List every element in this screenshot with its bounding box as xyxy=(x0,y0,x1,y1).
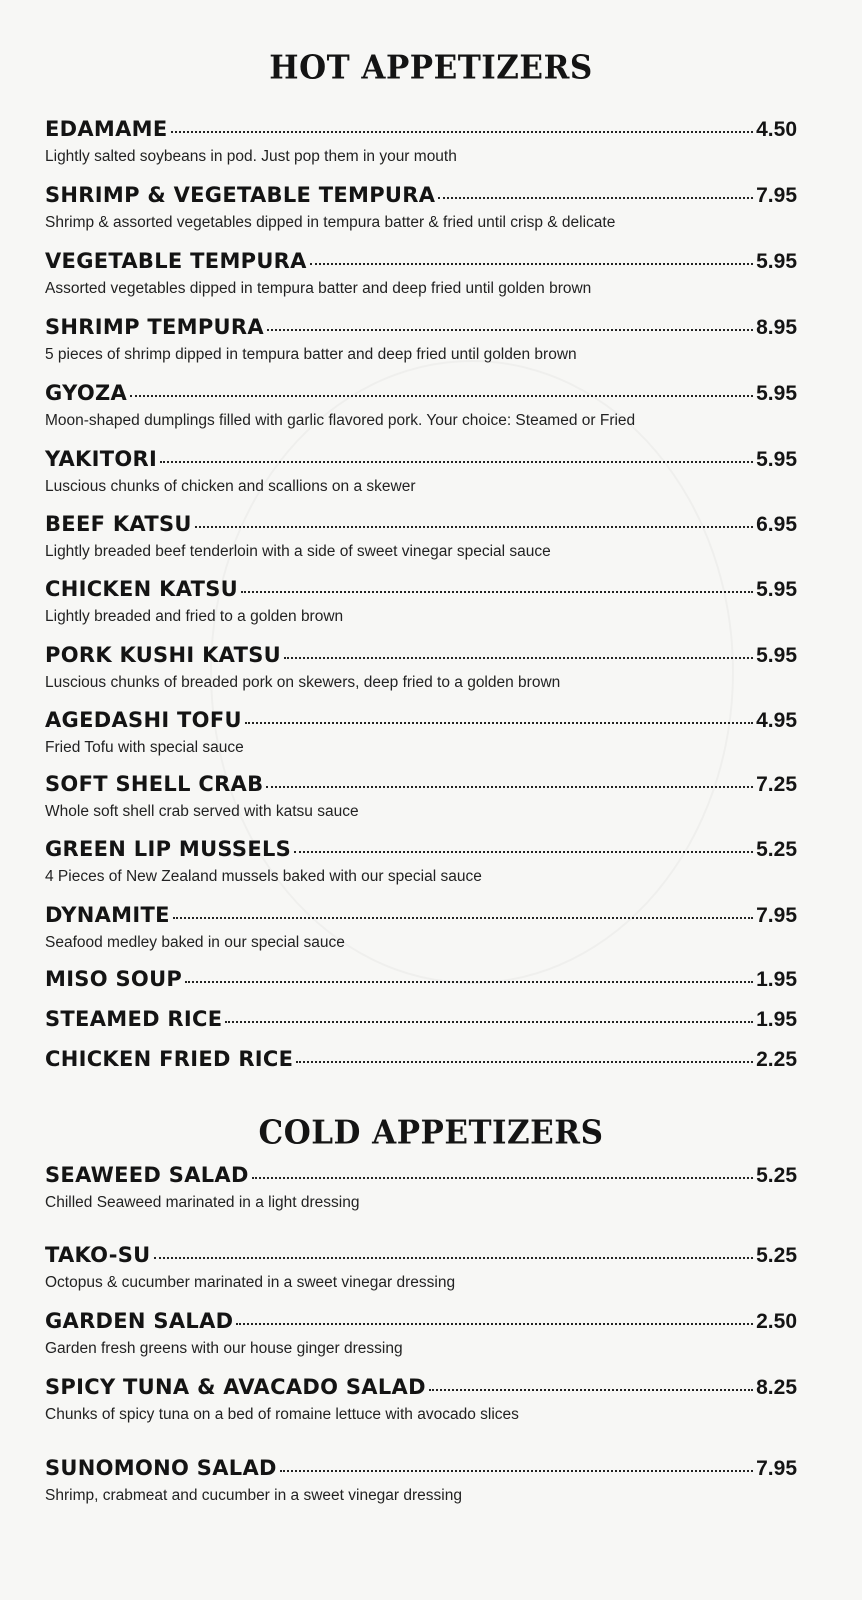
item-name: SHRIMP & VEGETABLE TEMPURA xyxy=(45,183,436,207)
dot-leader xyxy=(266,786,753,788)
item-price: 7.95 xyxy=(756,1457,797,1480)
item-description: Chilled Seaweed marinated in a light dressing xyxy=(45,1194,360,1211)
item-price: 2.50 xyxy=(756,1310,797,1333)
item-description: 4 Pieces of New Zealand mussels baked with our special sauce xyxy=(45,868,482,885)
menu-item xyxy=(45,1047,797,1077)
dot-leader xyxy=(284,657,753,659)
item-description: Octopus & cucumber marinated in a sweet vinegar dressing xyxy=(45,1274,456,1291)
item-description: Chunks of spicy tuna on a bed of romaine lettuce with avocado slices xyxy=(45,1406,519,1423)
item-name: SHRIMP TEMPURA xyxy=(45,315,264,339)
item-description: Lightly salted soybeans in pod. Just pop them in your mouth xyxy=(45,148,457,165)
dot-leader xyxy=(130,395,753,397)
item-description: Shrimp & assorted vegetables dipped in tempura batter & fried until crisp & delicate xyxy=(45,214,616,231)
menu-item xyxy=(45,643,797,692)
section-title-hot-appetizers: HOT APPETIZERS xyxy=(269,49,593,87)
menu-item xyxy=(45,1243,797,1292)
item-name: PORK KUSHI KATSU xyxy=(45,643,281,667)
item-price: 5.25 xyxy=(756,1244,797,1267)
dot-leader xyxy=(438,197,753,199)
item-name: EDAMAME xyxy=(45,117,168,141)
dot-leader xyxy=(280,1470,753,1472)
item-price: 6.95 xyxy=(756,513,797,536)
item-price: 1.95 xyxy=(756,968,797,991)
item-description: 5 pieces of shrimp dipped in tempura batter and deep fried until golden brown xyxy=(45,346,577,363)
dot-leader xyxy=(252,1177,753,1179)
menu-item xyxy=(45,772,797,821)
dot-leader xyxy=(310,263,753,265)
dot-leader xyxy=(267,329,753,331)
item-name: BEEF KATSU xyxy=(45,512,192,536)
item-price: 2.25 xyxy=(756,1048,797,1071)
item-price: 5.95 xyxy=(756,578,797,601)
item-name: AGEDASHI TOFU xyxy=(45,708,242,732)
item-description: Whole soft shell crab served with katsu sauce xyxy=(45,803,359,820)
menu-item xyxy=(45,1163,797,1212)
item-price: 8.25 xyxy=(756,1376,797,1399)
item-price: 5.95 xyxy=(756,644,797,667)
item-price: 4.95 xyxy=(756,709,797,732)
item-name: CHICKEN KATSU xyxy=(45,577,239,601)
item-name: STEAMED RICE xyxy=(45,1007,223,1031)
section-title-cold-appetizers: COLD APPETIZERS xyxy=(258,1114,604,1152)
dot-leader xyxy=(225,1021,753,1023)
item-price: 1.95 xyxy=(756,1008,797,1031)
menu-item xyxy=(45,1456,797,1505)
menu-item xyxy=(45,117,797,166)
dot-leader xyxy=(294,851,753,853)
item-name: GYOZA xyxy=(45,381,128,405)
item-description: Luscious chunks of breaded pork on skewers, deep fried to a golden brown xyxy=(45,674,561,691)
menu-item xyxy=(45,381,797,430)
item-description: Fried Tofu with special sauce xyxy=(45,739,244,756)
item-description: Luscious chunks of chicken and scallions on a skewer xyxy=(45,478,416,495)
dot-leader xyxy=(236,1323,753,1325)
menu-item xyxy=(45,447,797,496)
item-name: TAKO-SU xyxy=(45,1243,151,1267)
item-price: 7.95 xyxy=(756,904,797,927)
item-name: VEGETABLE TEMPURA xyxy=(45,249,307,273)
item-name: GARDEN SALAD xyxy=(45,1309,234,1333)
item-description: Seafood medley baked in our special sauce xyxy=(45,934,345,951)
item-price: 5.25 xyxy=(756,1164,797,1187)
dot-leader xyxy=(241,591,753,593)
item-name: MISO SOUP xyxy=(45,967,183,991)
item-name: DYNAMITE xyxy=(45,903,170,927)
menu-item xyxy=(45,903,797,952)
item-description: Shrimp, crabmeat and cucumber in a sweet vinegar dressing xyxy=(45,1487,462,1504)
dot-leader xyxy=(195,526,753,528)
item-price: 7.25 xyxy=(756,773,797,796)
item-description: Lightly breaded and fried to a golden brown xyxy=(45,608,344,625)
menu-item xyxy=(45,837,797,886)
dot-leader xyxy=(160,461,753,463)
item-price: 5.95 xyxy=(756,382,797,405)
item-price: 4.50 xyxy=(756,118,797,141)
item-name: CHICKEN FRIED RICE xyxy=(45,1047,294,1071)
menu-item xyxy=(45,183,797,232)
dot-leader xyxy=(154,1257,754,1259)
dot-leader xyxy=(185,981,753,983)
item-description: Assorted vegetables dipped in tempura batter and deep fried until golden brown xyxy=(45,280,592,297)
menu-item xyxy=(45,1375,797,1424)
menu-item xyxy=(45,512,797,561)
dot-leader xyxy=(296,1061,753,1063)
item-description: Garden fresh greens with our house ginger dressing xyxy=(45,1340,403,1357)
item-price: 8.95 xyxy=(756,316,797,339)
dot-leader xyxy=(429,1389,753,1391)
dot-leader xyxy=(173,917,753,919)
dot-leader xyxy=(171,131,754,133)
menu-item xyxy=(45,708,797,757)
item-price: 5.95 xyxy=(756,448,797,471)
item-name: SEAWEED SALAD xyxy=(45,1163,249,1187)
menu-item xyxy=(45,315,797,364)
item-description: Lightly breaded beef tenderloin with a side of sweet vinegar special sauce xyxy=(45,543,551,560)
item-name: GREEN LIP MUSSELS xyxy=(45,837,292,861)
item-name: YAKITORI xyxy=(45,447,158,471)
item-name: SUNOMONO SALAD xyxy=(45,1456,277,1480)
menu-item xyxy=(45,1309,797,1358)
item-price: 5.95 xyxy=(756,250,797,273)
menu-item xyxy=(45,577,797,626)
menu-item xyxy=(45,249,797,298)
item-name: SOFT SHELL CRAB xyxy=(45,772,264,796)
menu-item xyxy=(45,967,797,997)
item-price: 5.25 xyxy=(756,838,797,861)
item-description: Moon-shaped dumplings filled with garlic flavored pork. Your choice: Steamed or Fried xyxy=(45,412,636,429)
dot-leader xyxy=(245,722,753,724)
menu-item xyxy=(45,1007,797,1037)
item-name: SPICY TUNA & AVACADO SALAD xyxy=(45,1375,426,1399)
item-price: 7.95 xyxy=(756,184,797,207)
